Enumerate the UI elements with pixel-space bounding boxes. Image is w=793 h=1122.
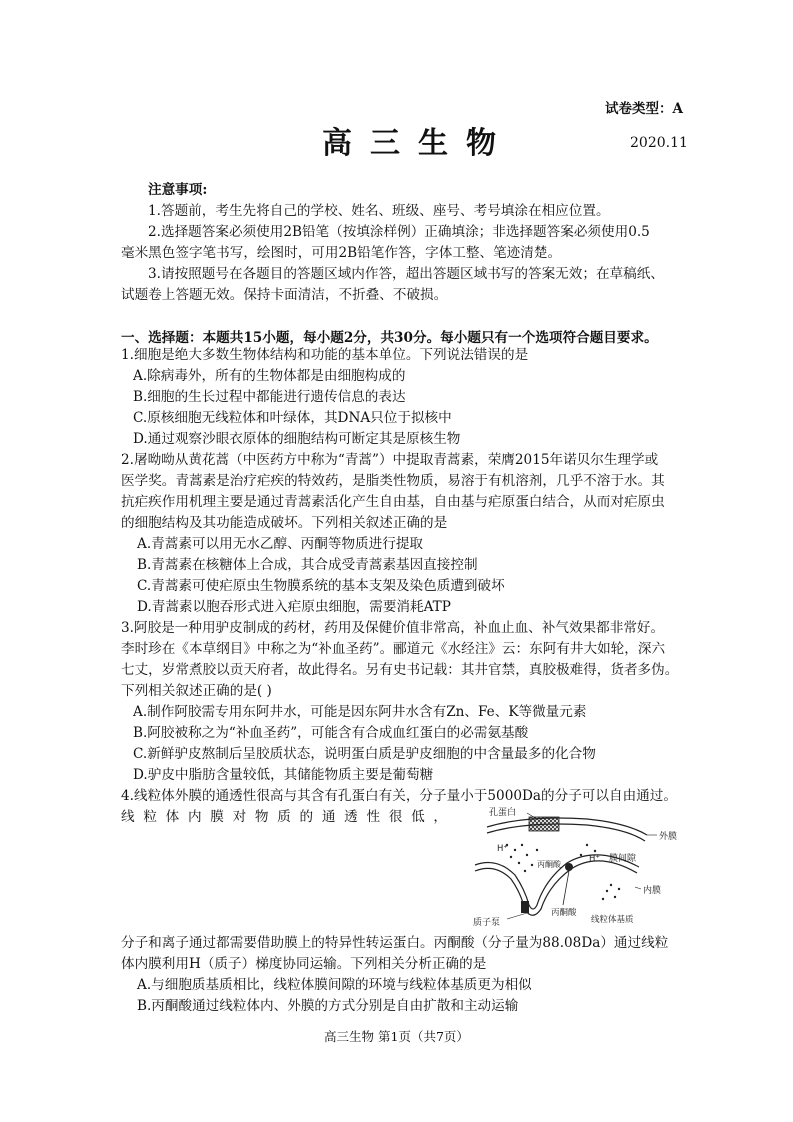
diagram-label-h-right: H⁺ <box>589 854 600 864</box>
question-option: B.青蒿素在核糖体上合成，其合成受青蒿素基因直接控制 <box>137 557 478 573</box>
stem-char: 性 <box>366 809 381 825</box>
pump-pointer <box>507 913 527 919</box>
question-option: C.新鲜驴皮熬制后呈胶质状态，说明蛋白质是驴皮细胞的中含量最多的化合物 <box>133 746 596 762</box>
diagram-label-pyruvate-bottom: 丙酮酸 <box>551 908 577 918</box>
question-stem: 的细胞结构及其功能造成破坏。下列相关叙述正确的是 <box>121 515 448 531</box>
question-stem: 七丈，岁常煮胶以贡天府者，故此得名。另有史书记载：其井官禁，真胶极难得，货者多伪。 <box>121 662 679 678</box>
diagram-label-pyruvate-top: 丙酮酸 <box>537 860 561 869</box>
notice-heading: 注意事项: <box>148 182 208 198</box>
section-heading: 一、选择题：本题共15小题，每小题2分，共30分。每小题只有一个选项符合题目要求。 <box>121 330 658 346</box>
question-option: A.除病毒外，所有的生物体都是由细胞构成的 <box>133 368 406 384</box>
proton-pump-icon <box>521 901 529 913</box>
diagram-label-outer: 外膜 <box>659 832 678 842</box>
question-option: C.原核细胞无线粒体和叶绿体，其DNA只位于拟核中 <box>133 410 452 426</box>
stem-char: 粒 <box>143 809 157 825</box>
stem-char: 体 <box>165 809 180 825</box>
question-option: A.青蒿素可以用无水乙醇、丙酮等物质进行提取 <box>137 536 424 552</box>
question-option: C.青蒿素可使疟原虫生物膜系统的基本支架及染色质遭到破坏 <box>137 578 505 594</box>
notice-line: 2.选择题答案必须使用2B铅笔（按填涂样例）正确填涂；非选择题答案必须使用0.5 <box>148 224 650 240</box>
question-stem: 抗疟疾作用机理主要是通过青蒿素活化产生自由基，自由基与疟原蛋白结合，从而对疟原虫 <box>121 494 665 510</box>
diagram-label-intermembrane: 膜间隙 <box>609 854 637 864</box>
inner-pointer <box>635 887 641 889</box>
question-option: B.阿胶被称之为“补血圣药”，可能含有合成血红蛋白的必需氨基酸 <box>133 725 529 741</box>
outer-membrane <box>487 818 647 841</box>
notice-line: 1.答题前，考生先将自己的学校、姓名、班级、座号、考号填涂在相应位置。 <box>148 203 610 219</box>
question-stem: 李时珍在《本草纲目》中称之为“补血圣药”。郦道元《水经注》云：东阿有井大如轮，深六 <box>121 641 666 657</box>
porin-protein <box>529 817 559 831</box>
question-option: D.通过观察沙眼衣原体的细胞结构可断定其是原核生物 <box>133 431 461 447</box>
stem-char: 透 <box>344 809 358 825</box>
page-title: 高三生物 <box>322 126 514 161</box>
question-option: A.与细胞质基质相比，线粒体膜间隙的环境与线粒体基质更为相似 <box>137 977 532 993</box>
stem-char: 内 <box>187 809 202 825</box>
stem-char: 质 <box>277 809 291 825</box>
stem-char: 物 <box>254 809 269 825</box>
question-option: D.驴皮中脂肪含量较低，其储能物质主要是葡萄糖 <box>133 767 434 783</box>
stem-char: 通 <box>321 809 336 825</box>
proton-dots <box>506 844 620 900</box>
stem-char: 膜 <box>210 809 224 825</box>
diagram-label-inner: 内膜 <box>643 886 662 896</box>
question-stem: 分子和离子通过都需要借助膜上的特异性转运蛋白。丙酮酸（分子量为88.08Da）通过线粒 <box>121 935 669 951</box>
question-stem: 3.阿胶是一种用驴皮制成的药材，药用及保健价值非常高，补血止血、补气效果都非常好。 <box>121 620 665 636</box>
diagram-label-porin: 孔蛋白 <box>489 808 517 818</box>
stem-char: 很 <box>388 809 403 825</box>
question-stem: 4.线粒体外膜的通透性很高与其含有孔蛋白有关，分子量小于5000Da的分子可以自由通过。 <box>121 788 677 804</box>
page-footer: 高三生物 第1页（共7页） <box>324 1029 469 1044</box>
question-stem: 医学奖。青蒿素是治疗疟疾的特效药，是脂类性物质，易溶于有机溶剂，几乎不溶于水。其 <box>121 473 665 489</box>
stem-char: ， <box>433 809 447 825</box>
stem-char: 低 <box>411 809 425 825</box>
question-stem: 1.细胞是绝大多数生物体结构和功能的基本单位。下列说法错误的是 <box>121 347 529 363</box>
stem-char: 的 <box>299 809 314 825</box>
notice-line: 3.请按照题号在各题目的答题区域内作答，超出答题区域书写的答案无效；在草稿纸、 <box>148 266 664 282</box>
notice-line: 试题卷上答题无效。保持卡面清洁，不折叠、不破损。 <box>121 287 448 303</box>
paper-type: 试卷类型：A <box>605 101 683 117</box>
pyruvate-arrow <box>563 871 569 905</box>
exam-date: 2020.11 <box>630 135 688 151</box>
transporter-icon <box>565 863 573 871</box>
question-stem-spaced <box>121 807 447 828</box>
question-option: B.细胞的生长过程中都能进行遗传信息的表达 <box>133 389 406 405</box>
question-option: D.青蒿素以胞吞形式进入疟原虫细胞，需要消耗ATP <box>137 599 451 615</box>
diagram-label-proton-pump: 质子泵 <box>473 918 501 928</box>
stem-char: 对 <box>232 809 247 825</box>
question-option: B.丙酮酸通过线粒体内、外膜的方式分别是自由扩散和主动运输 <box>137 998 519 1014</box>
diagram-label-matrix: 线粒体基质 <box>591 915 634 925</box>
question-stem: 下列相关叙述正确的是( ) <box>121 683 272 699</box>
question-stem: 2.屠呦呦从黄花蒿（中医药方中称为“青蒿”）中提取青蒿素，荣膺2015年诺贝尔生理学或 <box>121 452 659 468</box>
notice-line: 毫米黑色签字笔书写，绘图时，可用2B铅笔作答，字体工整、笔迹清楚。 <box>121 245 562 261</box>
stem-char: 线 <box>121 809 135 825</box>
mitochondria-membrane-diagram <box>467 805 692 928</box>
question-stem: 体内膜利用H（质子）梯度协同运输。下列相关分析正确的是 <box>121 956 487 972</box>
question-option: A.制作阿胶需专用东阿井水，可能是因东阿井水含有Zn、Fe、K等微量元素 <box>133 704 587 720</box>
diagram-label-h-left: H⁺ <box>497 844 508 854</box>
